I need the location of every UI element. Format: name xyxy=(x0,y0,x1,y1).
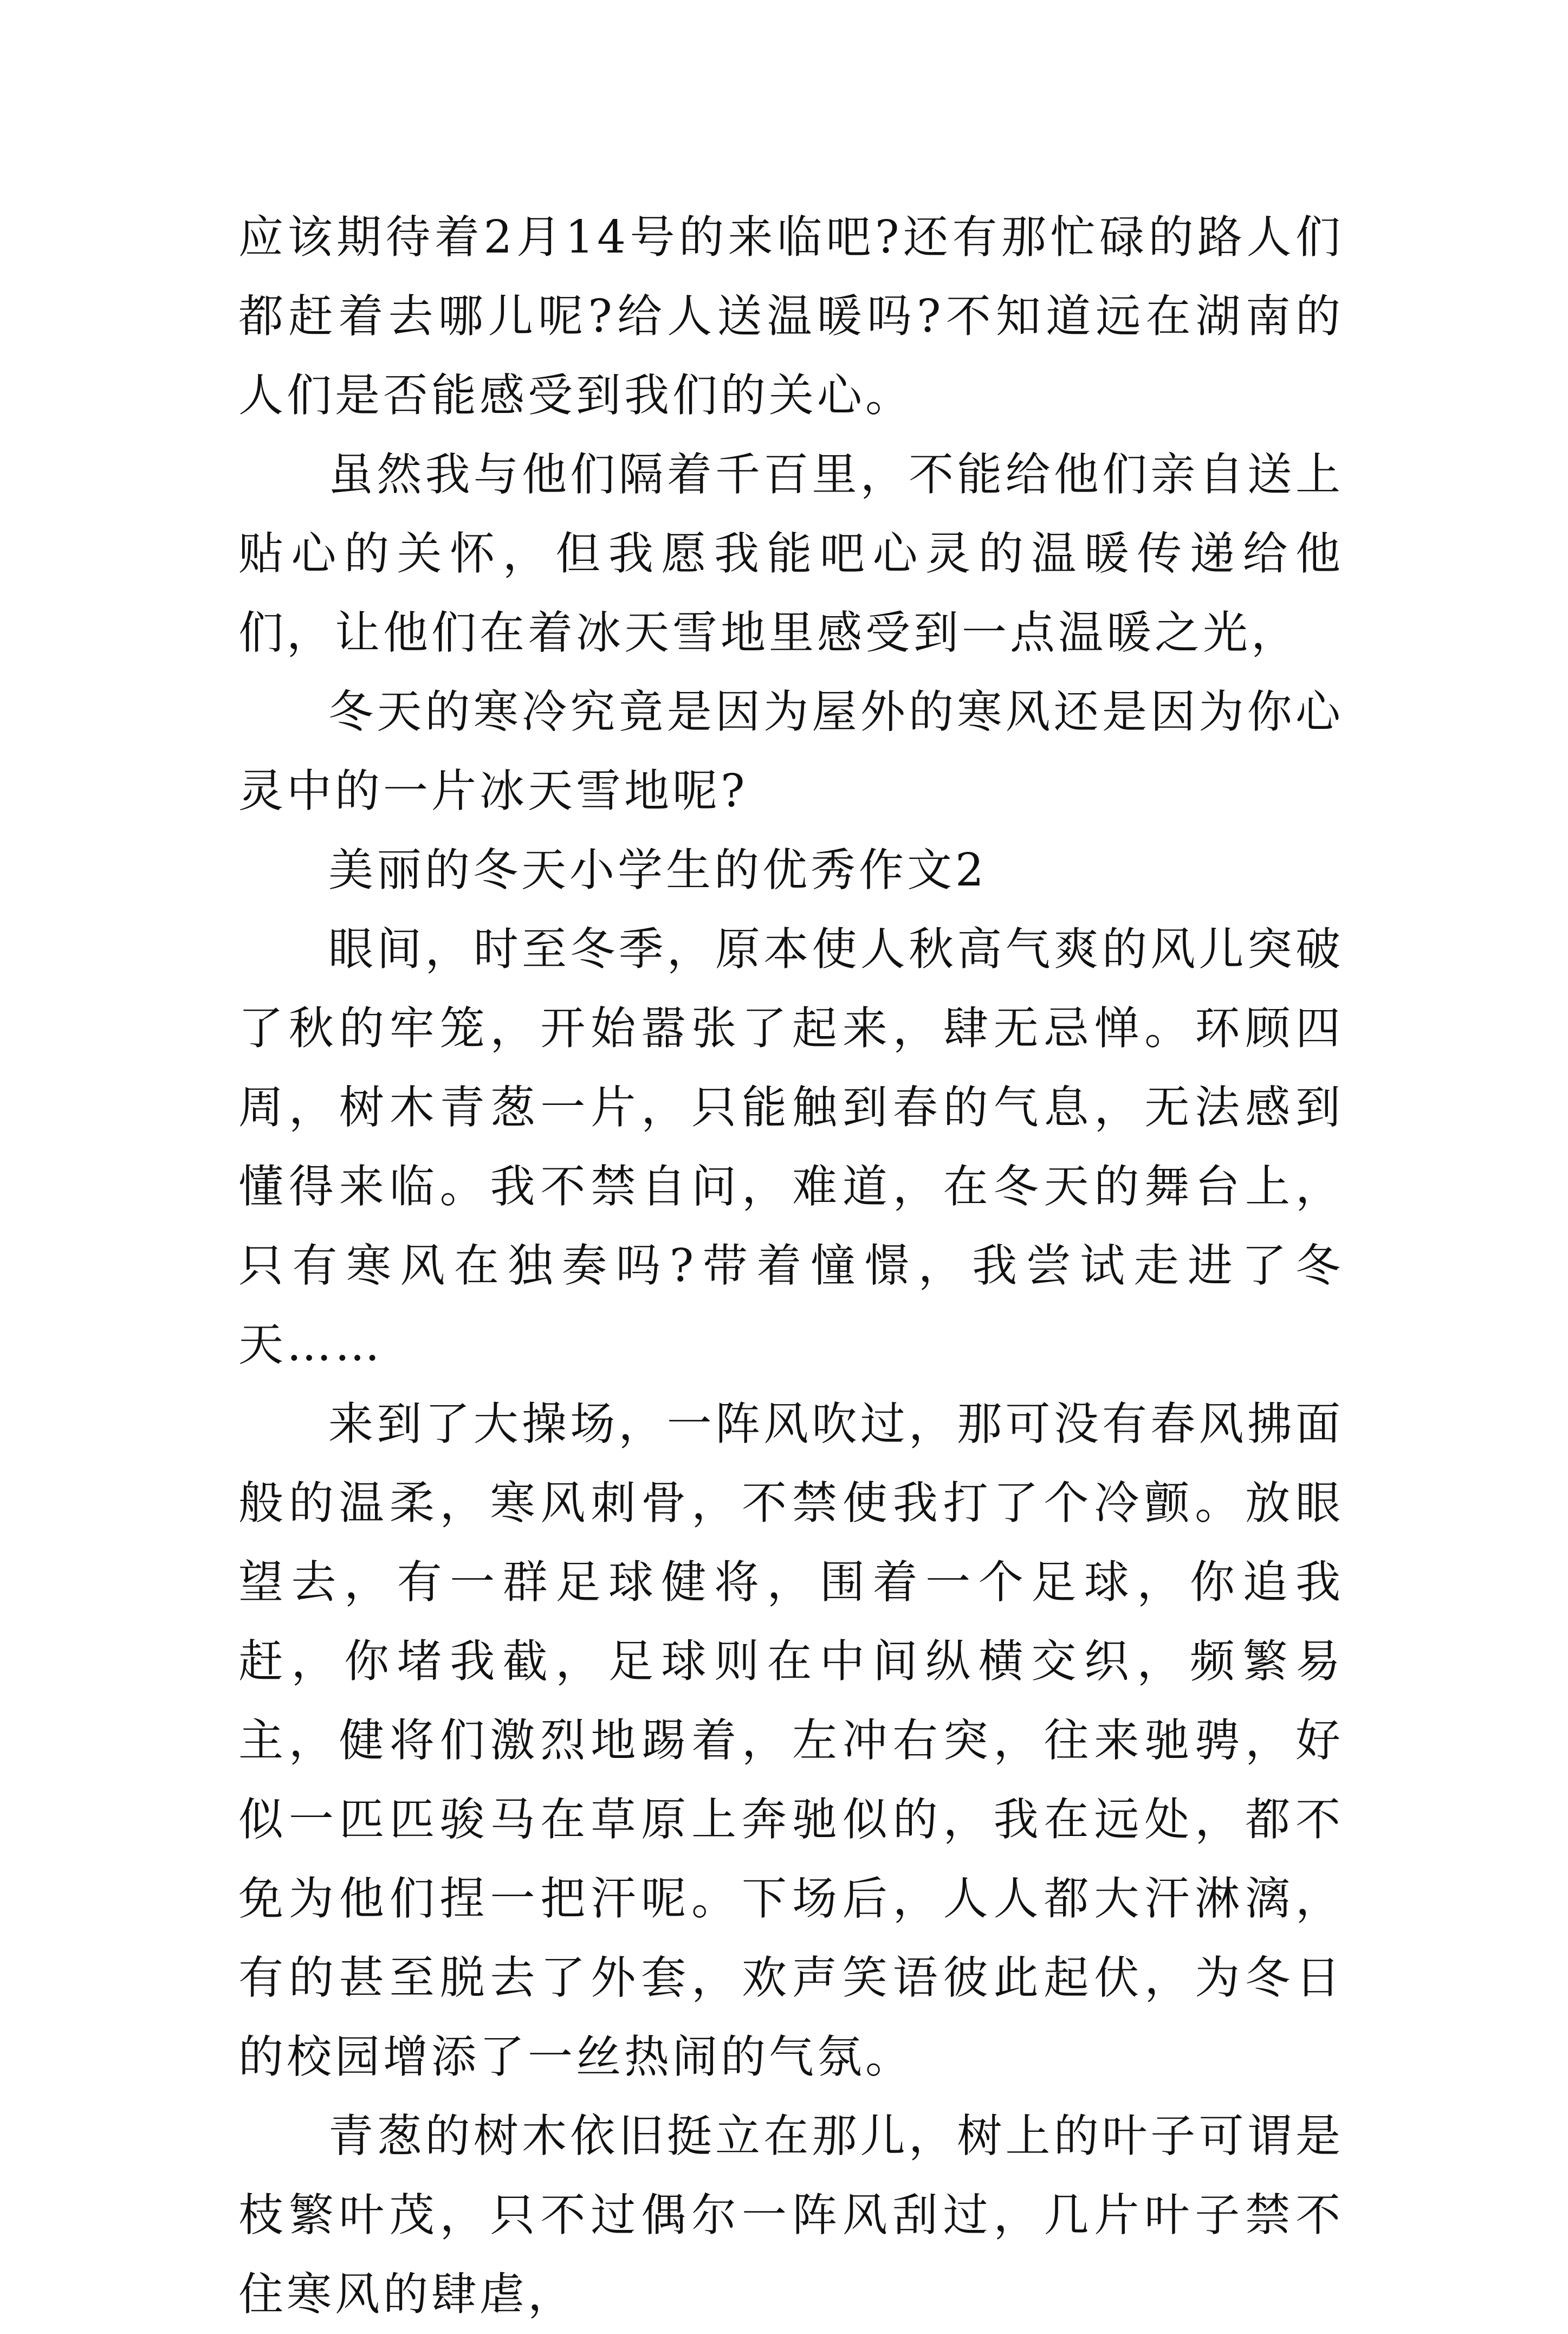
paragraph-6: 来到了大操场，一阵风吹过，那可没有春风拂面般的温柔，寒风刺骨，不禁使我打了个冷颤。放眼望去，有一群足球健将，围着一个足球，你追我赶，你堵我截，足球则在中间纵横交织，频繁易主，健将们激烈地踢着，左冲右突，往来驰骋，好似一匹匹骏马在草原上奔驰似的，我在远处，都不免为他们捏一把汗呢。下场后，人人都大汗淋漓，有的甚至脱去了外套，欢声笑语彼此起伏，为冬日的校园增添了一丝热闹的气氛。 xyxy=(238,1398,1344,2083)
paragraph-7: 青葱的树木依旧挺立在那儿，树上的叶子可谓是枝繁叶茂，只不过偶尔一阵风刮过，几片叶子禁不住寒风的肆虐， xyxy=(238,2110,1344,2320)
document-body xyxy=(238,198,1344,2334)
paragraph-1: 应该期待着2月14号的来临吧?还有那忙碌的路人们都赶着去哪儿呢?给人送温暖吗?不知道远在湖南的人们是否能感受到我们的关心。 xyxy=(238,211,1344,422)
paragraph-2: 虽然我与他们隔着千百里，不能给他们亲自送上贴心的关怀，但我愿我能吧心灵的温暖传递给他们，让他们在着冰天雪地里感受到一点温暖之光， xyxy=(238,448,1344,659)
paragraph-3: 冬天的寒冷究竟是因为屋外的寒风还是因为你心灵中的一片冰天雪地呢? xyxy=(238,686,1344,817)
paragraph-5: 眼间，时至冬季，原本使人秋高气爽的风儿突破了秋的牢笼，开始嚣张了起来，肆无忌惮。环顾四周，树木青葱一片，只能触到春的气息，无法感到懂得来临。我不禁自问，难道，在冬天的舞台上，只有寒风在独奏吗?带着憧憬，我尝试走进了冬天…… xyxy=(238,923,1344,1371)
section-title: 美丽的冬天小学生的优秀作文2 xyxy=(328,844,987,896)
